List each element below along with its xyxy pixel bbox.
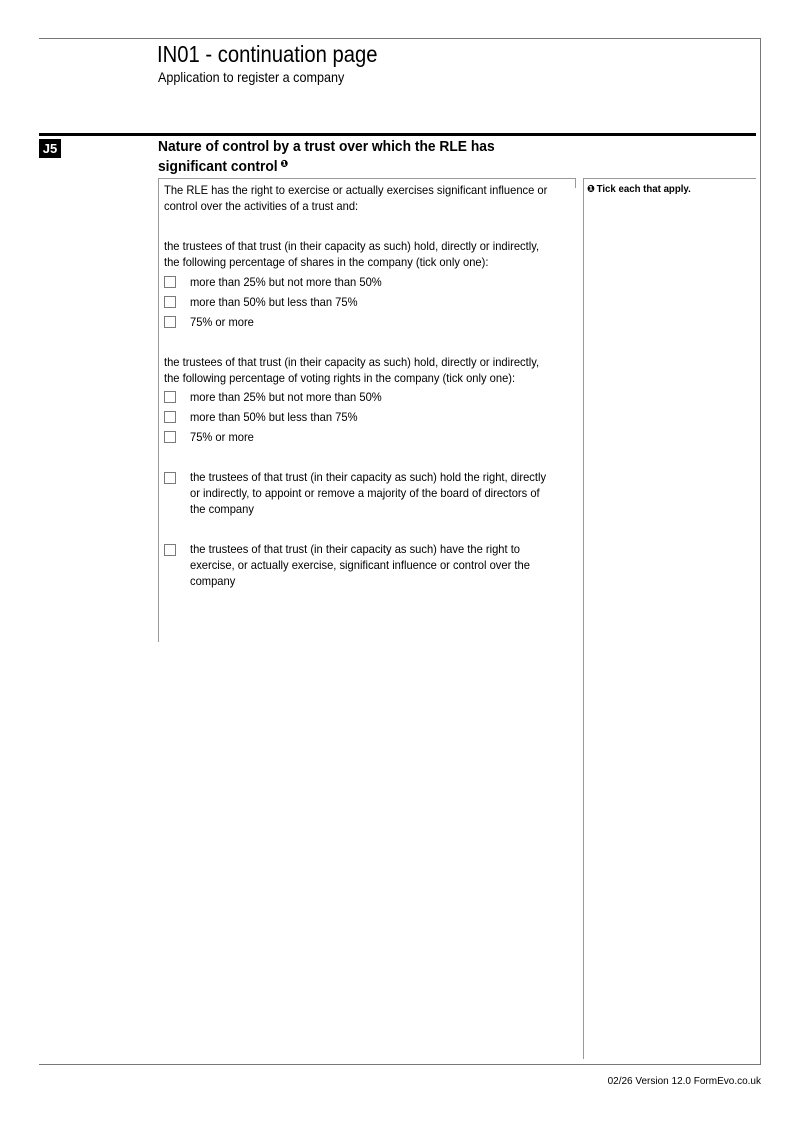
shares-50-75-label: more than 50% but less than 75% — [190, 295, 358, 309]
section-heading-line2: significant control — [158, 158, 278, 175]
voting-option-25-50[interactable] — [164, 389, 382, 405]
shares-text-line-2: the following percentage of shares in the company (tick only one): — [164, 255, 489, 269]
appoint-directors-line-1: the trustees of that trust (in their capacity as such) hold the right, directly — [190, 470, 547, 484]
voting-75-plus-label: 75% or more — [190, 430, 254, 444]
form-title: IN01 - continuation page — [157, 41, 378, 67]
section-divider — [39, 133, 756, 136]
shares-50-75-checkbox[interactable] — [164, 296, 176, 308]
side-column-top-border — [583, 178, 756, 179]
shares-75-plus-checkbox[interactable] — [164, 316, 176, 328]
significant-influence-line-3: company — [190, 574, 236, 588]
intro-line-1: The RLE has the right to exercise or actually exercises significant influence or — [164, 183, 548, 197]
voting-50-75-checkbox[interactable] — [164, 411, 176, 423]
bottom-rule — [39, 1064, 761, 1065]
intro-line-2: control over the activities of a trust and: — [164, 199, 359, 213]
shares-25-50-label: more than 25% but not more than 50% — [190, 275, 382, 289]
significant-influence-line-1: the trustees of that trust (in their capacity as such) have the right to — [190, 542, 521, 556]
top-rule — [39, 38, 761, 39]
side-note-info-icon: ❶ — [587, 184, 595, 195]
shares-option-25-50[interactable] — [164, 274, 382, 290]
voting-25-50-label: more than 25% but not more than 50% — [190, 390, 382, 404]
shares-option-75-plus[interactable] — [164, 314, 254, 330]
voting-50-75-label: more than 50% but less than 75% — [190, 410, 358, 424]
right-border — [760, 38, 761, 1064]
side-column-left-border — [583, 178, 584, 1059]
voting-text-line-2: the following percentage of voting rights in the company (tick only one): — [164, 371, 516, 385]
appoint-directors-checkbox[interactable] — [164, 472, 176, 484]
section-heading-line2-wrap — [158, 156, 495, 176]
voting-25-50-checkbox[interactable] — [164, 391, 176, 403]
section-code-badge: J5 — [39, 139, 61, 158]
shares-text-line-1: the trustees of that trust (in their capacity as such) hold, directly or indirectly, — [164, 239, 540, 253]
significant-influence-checkbox[interactable] — [164, 544, 176, 556]
shares-75-plus-label: 75% or more — [190, 315, 254, 329]
info-icon: ❶ — [280, 159, 289, 170]
section-heading-line1: Nature of control by a trust over which the RLE has — [158, 138, 495, 155]
shares-option-50-75[interactable] — [164, 294, 358, 310]
section-heading — [158, 138, 495, 176]
voting-75-plus-checkbox[interactable] — [164, 431, 176, 443]
voting-option-50-75[interactable] — [164, 409, 358, 425]
voting-text-line-1: the trustees of that trust (in their capacity as such) hold, directly or indirectly, — [164, 355, 540, 369]
panel-left-border — [158, 178, 159, 642]
side-note-text: Tick each that apply. — [596, 183, 691, 195]
significant-influence-line-2: exercise, or actually exercise, significant influence or control over the — [190, 558, 530, 572]
footer-version: 02/26 Version 12.0 FormEvo.co.uk — [607, 1076, 761, 1087]
panel-right-border — [575, 178, 576, 188]
appoint-directors-line-2: or indirectly, to appoint or remove a majority of the board of directors of — [190, 486, 540, 500]
panel-top-border — [158, 178, 575, 179]
voting-option-75-plus[interactable] — [164, 429, 254, 445]
shares-25-50-checkbox[interactable] — [164, 276, 176, 288]
appoint-directors-line-3: the company — [190, 502, 254, 516]
side-note — [587, 183, 691, 196]
form-subtitle: Application to register a company — [158, 69, 345, 85]
